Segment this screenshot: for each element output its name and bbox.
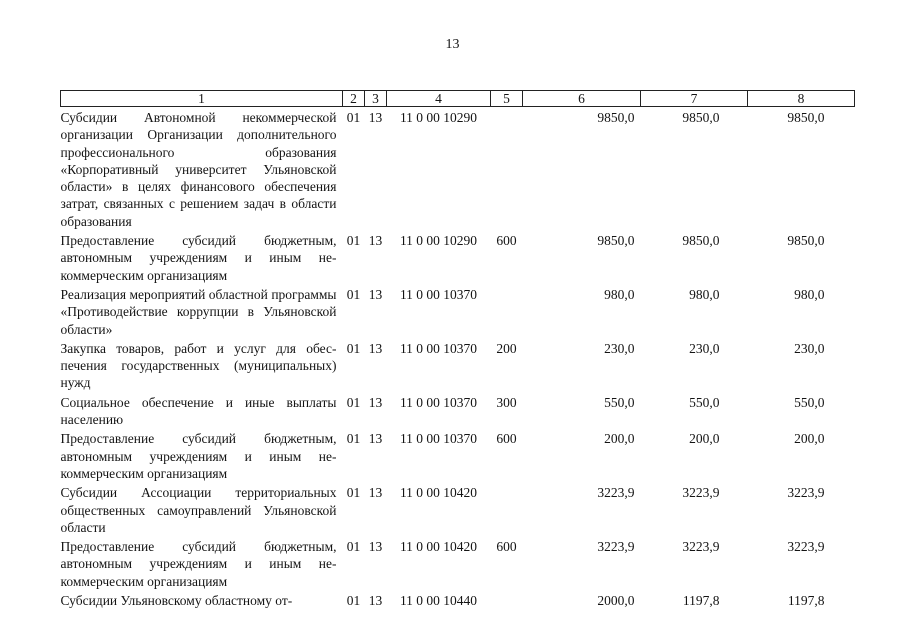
row-amount-col7: 9850,0 — [682, 110, 720, 125]
column-header-6: 6 — [523, 91, 641, 107]
row-expense-type: 600 — [496, 233, 517, 249]
row-expense-type — [491, 482, 523, 536]
row-name: Субсидии Ульяновскому областному от- — [60, 593, 293, 609]
row-amount-col7: 200,0 — [689, 431, 720, 447]
row-name: Социальное обеспечение и иные выплаты населению — [60, 394, 337, 428]
row-target-code: 11 0 00 10290 — [399, 233, 478, 249]
row-amount-col6: 550,0 — [604, 394, 635, 410]
row-expense-type: 600 — [496, 539, 517, 555]
column-header-8: 8 — [748, 91, 855, 107]
row-name: Реализация мероприятий областной программы «Противодействие коррупции в Ульяновской области» — [60, 286, 337, 337]
row-amount-col8: 3223,9 — [787, 539, 825, 555]
row-target-code: 11 0 00 10420 — [399, 539, 478, 555]
row-amount-col8: 980,0 — [794, 286, 825, 302]
table-row — [61, 590, 855, 609]
row-amount-col8: 230,0 — [794, 340, 825, 356]
row-amount-col6: 3223,9 — [597, 485, 635, 501]
row-amount-col7: 230,0 — [689, 340, 720, 356]
column-header-2: 2 — [343, 91, 365, 107]
row-section: 01 — [346, 593, 361, 609]
row-subsection: 13 — [368, 233, 383, 249]
row-amount-col8: 1197,8 — [787, 593, 825, 609]
row-name: Предоставление субсидий бюджетным, автономным учреждениям и иным некоммерческим организациям — [60, 539, 337, 589]
row-subsection: 13 — [368, 539, 383, 555]
column-header-1: 1 — [61, 91, 343, 107]
row-expense-type — [491, 590, 523, 609]
row-section: 01 — [346, 431, 361, 447]
row-subsection: 13 — [368, 286, 383, 302]
table-row — [61, 482, 855, 536]
row-subsection: 13 — [368, 593, 383, 609]
row-expense-type: 300 — [496, 394, 517, 410]
row-amount-col6: 200,0 — [604, 431, 635, 447]
row-target-code: 11 0 00 10440 — [399, 593, 478, 609]
row-section: 01 — [346, 110, 361, 125]
row-name: Субсидии Ассоциации территориальных общественных самоуправлений Ульяновской области — [60, 485, 337, 535]
row-subsection: 13 — [368, 110, 383, 125]
row-section: 01 — [346, 340, 361, 356]
row-name: Субсидии Автономной некоммерческой организации Организации дополнительного профессионального образования «Корпоративный университет Ульяновской области» в целях финансового обеспечения затрат, связанных с решением задач в области образования — [60, 110, 337, 229]
column-header-3: 3 — [365, 91, 387, 107]
row-expense-type: 200 — [496, 340, 517, 356]
column-header-7: 7 — [641, 91, 748, 107]
row-expense-type — [491, 107, 523, 231]
row-amount-col8: 9850,0 — [787, 233, 825, 249]
row-target-code: 11 0 00 10370 — [399, 394, 478, 410]
row-subsection: 13 — [368, 340, 383, 356]
table-row — [61, 428, 855, 482]
row-amount-col7: 9850,0 — [682, 233, 720, 249]
row-amount-col8: 9850,0 — [787, 110, 825, 125]
row-amount-col8: 200,0 — [794, 431, 825, 447]
row-section: 01 — [346, 286, 361, 302]
table-row — [61, 536, 855, 590]
row-amount-col8: 3223,9 — [787, 485, 825, 501]
table-row — [61, 230, 855, 284]
row-name: Закупка товаров, работ и услуг для обеспечения государственных (муниципальных) нужд — [60, 340, 337, 391]
budget-table — [60, 90, 855, 609]
row-amount-col6: 3223,9 — [597, 539, 635, 555]
row-amount-col7: 3223,9 — [682, 539, 720, 555]
table-row — [61, 392, 855, 429]
row-target-code: 11 0 00 10420 — [399, 485, 478, 501]
row-target-code: 11 0 00 10370 — [399, 340, 478, 356]
row-amount-col6: 980,0 — [604, 286, 635, 302]
row-amount-col7: 3223,9 — [682, 485, 720, 501]
row-amount-col6: 9850,0 — [597, 110, 635, 125]
page-number: 13 — [445, 37, 460, 52]
row-amount-col7: 550,0 — [689, 394, 720, 410]
row-expense-type — [491, 284, 523, 338]
row-target-code: 11 0 00 10370 — [399, 431, 478, 447]
row-expense-type: 600 — [496, 431, 517, 447]
table-header-row — [61, 91, 855, 107]
row-section: 01 — [346, 539, 361, 555]
table-row — [61, 338, 855, 392]
row-amount-col6: 2000,0 — [597, 593, 635, 609]
row-section: 01 — [346, 485, 361, 501]
row-amount-col8: 550,0 — [794, 394, 825, 410]
row-amount-col7: 1197,8 — [682, 593, 720, 609]
row-target-code: 11 0 00 10290 — [399, 110, 478, 125]
row-subsection: 13 — [368, 485, 383, 501]
column-header-4: 4 — [387, 91, 491, 107]
row-name: Предоставление субсидий бюджетным, автономным учреждениям и иным некоммерческим организациям — [60, 431, 337, 481]
column-header-5: 5 — [491, 91, 523, 107]
row-target-code: 11 0 00 10370 — [399, 286, 478, 302]
table-row — [61, 284, 855, 338]
row-name: Предоставление субсидий бюджетным, автономным учреждениям и иным некоммерческим организациям — [60, 233, 337, 283]
row-amount-col6: 9850,0 — [597, 233, 635, 249]
row-amount-col6: 230,0 — [604, 340, 635, 356]
row-amount-col7: 980,0 — [689, 286, 720, 302]
row-subsection: 13 — [368, 394, 383, 410]
row-subsection: 13 — [368, 431, 383, 447]
row-section: 01 — [346, 394, 361, 410]
table-row — [61, 107, 855, 231]
row-section: 01 — [346, 233, 361, 249]
